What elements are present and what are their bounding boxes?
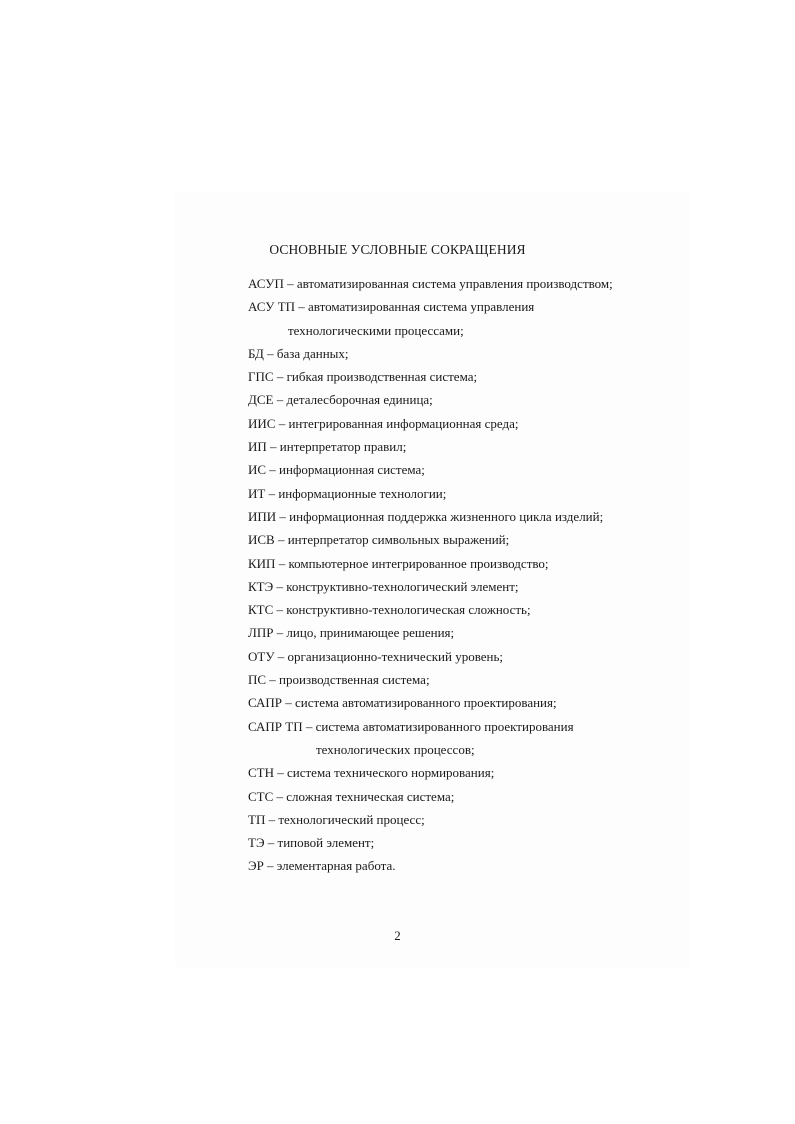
abbreviation-item: САПР – система автоматизированного проектирования; [248,695,557,711]
abbreviation-item: БД – база данных; [248,345,349,361]
page-title: ОСНОВНЫЕ УСЛОВНЫЕ СОКРАЩЕНИЯ [269,242,526,257]
abbreviation-item: ТЭ – типовой элемент; [248,835,375,851]
abbreviation-item-continuation: технологическими процессами; [288,322,464,338]
abbreviation-item: КТЭ – конструктивно-технологический элемент; [248,578,519,594]
abbreviation-item: ИСВ – интерпретатор символьных выражений; [248,532,510,548]
abbreviation-item: ИП – интерпретатор правил; [248,439,407,455]
abbreviation-item: ЛПР – лицо, принимающее решения; [248,625,455,641]
abbreviation-item: ОТУ – организационно-технический уровень; [248,648,504,664]
abbreviation-item: ГПС – гибкая производственная система; [248,369,478,385]
abbreviation-item: КИП – компьютерное интегрированное производство; [248,555,549,571]
abbreviation-item: ИПИ – информационная поддержка жизненного цикла изделий; [248,508,604,524]
abbreviation-item: СТН – система технического нормирования; [248,765,495,781]
abbreviation-item-continuation: технологических процессов; [316,741,475,757]
abbreviation-item: КТС – конструктивно-технологическая сложность; [248,602,531,618]
abbreviation-item: ДСЕ – деталесборочная единица; [248,392,433,408]
abbreviation-item: АСУ ТП – автоматизированная система управления [248,299,535,315]
abbreviation-item: СТС – сложная техническая система; [248,788,455,804]
abbreviation-item: ИТ – информационные технологии; [248,485,447,501]
abbreviation-item: ИИС – интегрированная информационная среда; [248,415,519,431]
abbreviation-item: ТП – технологический процесс; [248,811,425,827]
abbreviation-item: ЭР – элементарная работа. [248,858,396,874]
abbreviation-item: ИС – информационная система; [248,462,425,478]
page-number: 2 [394,928,401,943]
abbreviation-list [248,276,688,882]
abbreviation-item: ПС – производственная система; [248,672,430,688]
abbreviation-item: САПР ТП – система автоматизированного проектирования [248,718,574,734]
abbreviation-item: АСУП – автоматизированная система управления производством; [248,276,613,291]
